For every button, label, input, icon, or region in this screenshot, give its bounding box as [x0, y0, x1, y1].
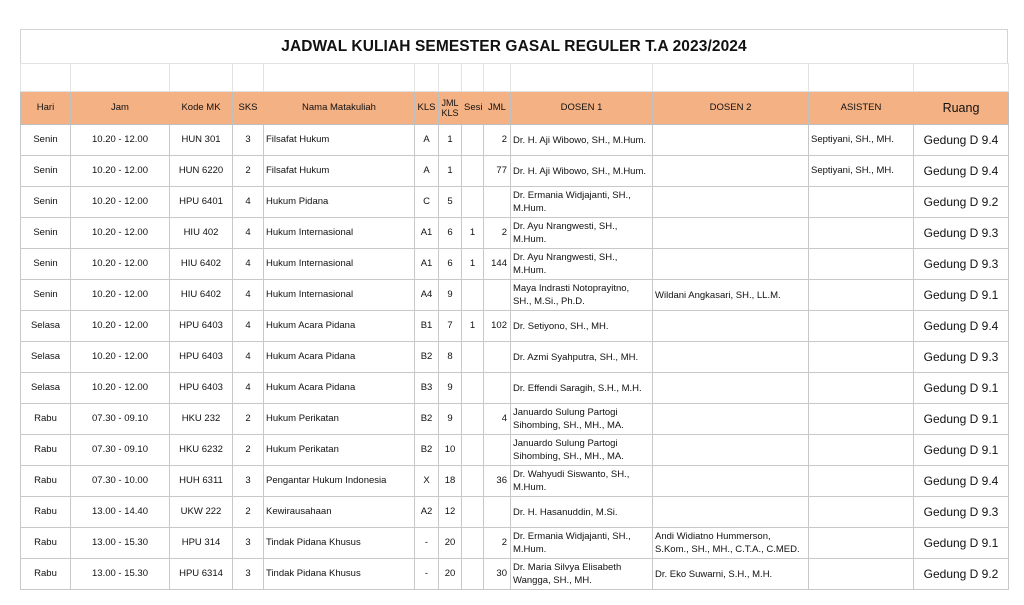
cell-dosen1: Dr. Effendi Saragih, S.H., M.H. — [511, 373, 653, 404]
table-row — [21, 497, 1009, 528]
cell-ruang: Gedung D 9.2 — [914, 559, 1009, 590]
cell-nama: Filsafat Hukum — [264, 125, 415, 156]
cell-sesi — [462, 187, 484, 218]
cell-dosen1: Januardo Sulung Partogi Sihombing, SH., MH., MA. — [511, 435, 653, 466]
cell-kode: HUN 6220 — [170, 156, 233, 187]
cell-hari: Senin — [21, 249, 71, 280]
cell-nama: Tindak Pidana Khusus — [264, 559, 415, 590]
cell-kode: HPU 6403 — [170, 311, 233, 342]
cell-dosen1: Dr. Wahyudi Siswanto, SH., M.Hum. — [511, 466, 653, 497]
col-header-hari: Hari — [21, 92, 71, 125]
cell-asisten — [809, 342, 914, 373]
table-row — [21, 466, 1009, 497]
cell-nama: Kewirausahaan — [264, 497, 415, 528]
cell-jml: 30 — [484, 559, 511, 590]
cell-kls: B2 — [415, 435, 439, 466]
cell-jml-kls: 18 — [439, 466, 462, 497]
cell-nama: Hukum Internasional — [264, 280, 415, 311]
cell-jml-kls: 8 — [439, 342, 462, 373]
cell-nama: Hukum Perikatan — [264, 404, 415, 435]
cell-kode: HIU 6402 — [170, 280, 233, 311]
cell-ruang: Gedung D 9.3 — [914, 218, 1009, 249]
col-header-ruang: Ruang — [914, 92, 1009, 125]
table-row — [21, 404, 1009, 435]
cell-asisten — [809, 435, 914, 466]
col-header-sks: SKS — [233, 92, 264, 125]
cell-sks: 4 — [233, 218, 264, 249]
col-header-kls: KLS — [415, 92, 439, 125]
cell-jam: 10.20 - 12.00 — [71, 125, 170, 156]
table-row — [21, 373, 1009, 404]
cell-asisten — [809, 311, 914, 342]
schedule-sheet — [20, 29, 1008, 590]
col-header-jml-kls-label: JML KLS — [441, 98, 459, 118]
cell-dosen2 — [653, 125, 809, 156]
cell-ruang: Gedung D 9.4 — [914, 311, 1009, 342]
cell-sks: 3 — [233, 466, 264, 497]
cell-sesi — [462, 466, 484, 497]
cell-dosen2 — [653, 404, 809, 435]
cell-kls: A — [415, 156, 439, 187]
cell-jam: 10.20 - 12.00 — [71, 373, 170, 404]
cell-kode: HIU 6402 — [170, 249, 233, 280]
cell-kode: HUH 6311 — [170, 466, 233, 497]
cell-jam: 07.30 - 10.00 — [71, 466, 170, 497]
cell-dosen2 — [653, 249, 809, 280]
cell-jam: 10.20 - 12.00 — [71, 342, 170, 373]
cell-hari: Rabu — [21, 528, 71, 559]
table-row — [21, 280, 1009, 311]
col-header-dosen2: DOSEN 2 — [653, 92, 809, 125]
col-header-jml-kls — [439, 92, 462, 125]
cell-jml: 36 — [484, 466, 511, 497]
table-row — [21, 249, 1009, 280]
table-row — [21, 435, 1009, 466]
cell-jml — [484, 187, 511, 218]
cell-hari: Senin — [21, 156, 71, 187]
cell-kode: HPU 6403 — [170, 373, 233, 404]
cell-asisten — [809, 404, 914, 435]
cell-sesi: 1 — [462, 218, 484, 249]
cell-dosen2 — [653, 187, 809, 218]
cell-jml-kls: 9 — [439, 373, 462, 404]
cell-jml: 4 — [484, 404, 511, 435]
cell-kode: HUN 301 — [170, 125, 233, 156]
cell-hari: Selasa — [21, 311, 71, 342]
cell-ruang: Gedung D 9.3 — [914, 249, 1009, 280]
cell-jml: 144 — [484, 249, 511, 280]
cell-dosen2 — [653, 342, 809, 373]
cell-jml: 102 — [484, 311, 511, 342]
cell-sks: 4 — [233, 187, 264, 218]
cell-kls: B2 — [415, 342, 439, 373]
cell-asisten — [809, 187, 914, 218]
cell-dosen1: Maya Indrasti Notoprayitno, SH., M.Si., Ph.D. — [511, 280, 653, 311]
cell-kode: HKU 232 — [170, 404, 233, 435]
cell-dosen2 — [653, 435, 809, 466]
cell-kode: HPU 314 — [170, 528, 233, 559]
cell-nama: Hukum Internasional — [264, 249, 415, 280]
cell-jml — [484, 373, 511, 404]
cell-jml-kls: 7 — [439, 311, 462, 342]
col-header-dosen1: DOSEN 1 — [511, 92, 653, 125]
cell-asisten — [809, 466, 914, 497]
cell-jml-kls: 20 — [439, 528, 462, 559]
cell-hari: Rabu — [21, 497, 71, 528]
table-row — [21, 342, 1009, 373]
cell-jml-kls: 12 — [439, 497, 462, 528]
cell-hari: Senin — [21, 125, 71, 156]
cell-jml-kls: 10 — [439, 435, 462, 466]
cell-ruang: Gedung D 9.1 — [914, 404, 1009, 435]
cell-ruang: Gedung D 9.1 — [914, 528, 1009, 559]
col-header-kode: Kode MK — [170, 92, 233, 125]
cell-dosen1: Dr. Ermania Widjajanti, SH., M.Hum. — [511, 528, 653, 559]
cell-kode: UKW 222 — [170, 497, 233, 528]
cell-ruang: Gedung D 9.1 — [914, 373, 1009, 404]
cell-hari: Selasa — [21, 373, 71, 404]
cell-dosen1: Dr. Setiyono, SH., MH. — [511, 311, 653, 342]
cell-jml: 2 — [484, 125, 511, 156]
cell-asisten: Septiyani, SH., MH. — [809, 125, 914, 156]
cell-sks: 2 — [233, 435, 264, 466]
cell-nama: Hukum Acara Pidana — [264, 311, 415, 342]
cell-sks: 4 — [233, 373, 264, 404]
cell-jml — [484, 342, 511, 373]
cell-sesi — [462, 528, 484, 559]
cell-kls: C — [415, 187, 439, 218]
cell-dosen2: Andi Widiatno Hummerson, S.Kom., SH., MH., C.T.A., C.MED. — [653, 528, 809, 559]
cell-kls: A4 — [415, 280, 439, 311]
cell-kls: B3 — [415, 373, 439, 404]
page-title: JADWAL KULIAH SEMESTER GASAL REGULER T.A 2023/2024 — [281, 37, 747, 55]
col-header-jml: JML — [484, 92, 511, 125]
cell-dosen2 — [653, 466, 809, 497]
cell-jml: 2 — [484, 528, 511, 559]
schedule-table — [20, 63, 1009, 590]
table-row — [21, 559, 1009, 590]
cell-sesi: 1 — [462, 249, 484, 280]
table-row — [21, 311, 1009, 342]
cell-kode: HPU 6403 — [170, 342, 233, 373]
cell-dosen2 — [653, 373, 809, 404]
cell-dosen2 — [653, 218, 809, 249]
cell-nama: Filsafat Hukum — [264, 156, 415, 187]
cell-sks: 3 — [233, 528, 264, 559]
cell-jml-kls: 20 — [439, 559, 462, 590]
cell-jam: 13.00 - 15.30 — [71, 559, 170, 590]
cell-sks: 4 — [233, 249, 264, 280]
cell-kls: - — [415, 559, 439, 590]
cell-sesi — [462, 342, 484, 373]
col-header-jam: Jam — [71, 92, 170, 125]
cell-kls: A1 — [415, 218, 439, 249]
cell-sesi — [462, 404, 484, 435]
cell-sesi — [462, 125, 484, 156]
cell-jml-kls: 9 — [439, 280, 462, 311]
col-header-nama: Nama Matakuliah — [264, 92, 415, 125]
cell-hari: Selasa — [21, 342, 71, 373]
cell-kode: HKU 6232 — [170, 435, 233, 466]
cell-jml-kls: 9 — [439, 404, 462, 435]
cell-dosen1: Dr. Ayu Nrangwesti, SH., M.Hum. — [511, 218, 653, 249]
cell-dosen1: Dr. H. Aji Wibowo, SH., M.Hum. — [511, 125, 653, 156]
blank-row — [21, 64, 1009, 92]
cell-dosen1: Dr. Ermania Widjajanti, SH., M.Hum. — [511, 187, 653, 218]
table-row — [21, 528, 1009, 559]
cell-dosen1: Dr. Maria Silvya Elisabeth Wangga, SH., MH. — [511, 559, 653, 590]
cell-ruang: Gedung D 9.3 — [914, 342, 1009, 373]
cell-dosen2 — [653, 156, 809, 187]
cell-asisten — [809, 373, 914, 404]
cell-sks: 4 — [233, 342, 264, 373]
header-row — [21, 92, 1009, 125]
cell-dosen2: Wildani Angkasari, SH., LL.M. — [653, 280, 809, 311]
cell-sks: 2 — [233, 156, 264, 187]
cell-kode: HIU 402 — [170, 218, 233, 249]
table-row — [21, 187, 1009, 218]
cell-dosen1: Dr. H. Aji Wibowo, SH., M.Hum. — [511, 156, 653, 187]
cell-sesi — [462, 497, 484, 528]
cell-hari: Senin — [21, 218, 71, 249]
cell-ruang: Gedung D 9.4 — [914, 466, 1009, 497]
col-header-sesi: Sesi — [462, 92, 484, 125]
cell-kode: HPU 6314 — [170, 559, 233, 590]
cell-sesi: 1 — [462, 311, 484, 342]
cell-sesi — [462, 559, 484, 590]
cell-nama: Hukum Acara Pidana — [264, 373, 415, 404]
cell-ruang: Gedung D 9.4 — [914, 156, 1009, 187]
cell-jml-kls: 6 — [439, 218, 462, 249]
cell-sks: 2 — [233, 404, 264, 435]
cell-jam: 13.00 - 14.40 — [71, 497, 170, 528]
table-row — [21, 156, 1009, 187]
cell-kls: A — [415, 125, 439, 156]
cell-nama: Hukum Perikatan — [264, 435, 415, 466]
cell-sesi — [462, 373, 484, 404]
cell-hari: Senin — [21, 187, 71, 218]
cell-ruang: Gedung D 9.1 — [914, 280, 1009, 311]
cell-kls: B2 — [415, 404, 439, 435]
cell-hari: Senin — [21, 280, 71, 311]
table-row — [21, 125, 1009, 156]
cell-ruang: Gedung D 9.1 — [914, 435, 1009, 466]
cell-asisten — [809, 218, 914, 249]
cell-jml — [484, 497, 511, 528]
cell-kls: A2 — [415, 497, 439, 528]
cell-sks: 4 — [233, 311, 264, 342]
cell-dosen1: Dr. H. Hasanuddin, M.Si. — [511, 497, 653, 528]
cell-nama: Hukum Pidana — [264, 187, 415, 218]
cell-dosen1: Dr. Ayu Nrangwesti, SH., M.Hum. — [511, 249, 653, 280]
title-row — [20, 29, 1008, 63]
cell-dosen2: Dr. Eko Suwarni, S.H., M.H. — [653, 559, 809, 590]
cell-jml-kls: 6 — [439, 249, 462, 280]
cell-hari: Rabu — [21, 559, 71, 590]
cell-jml-kls: 1 — [439, 125, 462, 156]
cell-jml-kls: 1 — [439, 156, 462, 187]
cell-asisten — [809, 249, 914, 280]
cell-ruang: Gedung D 9.2 — [914, 187, 1009, 218]
cell-dosen2 — [653, 311, 809, 342]
cell-ruang: Gedung D 9.4 — [914, 125, 1009, 156]
cell-jam: 10.20 - 12.00 — [71, 218, 170, 249]
cell-jml — [484, 435, 511, 466]
cell-sks: 3 — [233, 559, 264, 590]
cell-sesi — [462, 156, 484, 187]
cell-sks: 4 — [233, 280, 264, 311]
cell-kls: A1 — [415, 249, 439, 280]
table-row — [21, 218, 1009, 249]
cell-asisten — [809, 559, 914, 590]
cell-jml-kls: 5 — [439, 187, 462, 218]
cell-asisten — [809, 528, 914, 559]
cell-nama: Pengantar Hukum Indonesia — [264, 466, 415, 497]
cell-nama: Tindak Pidana Khusus — [264, 528, 415, 559]
cell-jml — [484, 280, 511, 311]
cell-jml: 2 — [484, 218, 511, 249]
cell-kls: B1 — [415, 311, 439, 342]
col-header-asisten: ASISTEN — [809, 92, 914, 125]
cell-nama: Hukum Acara Pidana — [264, 342, 415, 373]
cell-nama: Hukum Internasional — [264, 218, 415, 249]
cell-jam: 10.20 - 12.00 — [71, 280, 170, 311]
cell-sks: 3 — [233, 125, 264, 156]
cell-sesi — [462, 435, 484, 466]
cell-jam: 07.30 - 09.10 — [71, 404, 170, 435]
cell-hari: Rabu — [21, 466, 71, 497]
cell-dosen2 — [653, 497, 809, 528]
cell-dosen1: Januardo Sulung Partogi Sihombing, SH., MH., MA. — [511, 404, 653, 435]
cell-sks: 2 — [233, 497, 264, 528]
cell-asisten: Septiyani, SH., MH. — [809, 156, 914, 187]
cell-hari: Rabu — [21, 404, 71, 435]
cell-jml: 77 — [484, 156, 511, 187]
cell-kls: - — [415, 528, 439, 559]
cell-jam: 10.20 - 12.00 — [71, 311, 170, 342]
cell-jam: 10.20 - 12.00 — [71, 187, 170, 218]
cell-jam: 07.30 - 09.10 — [71, 435, 170, 466]
cell-hari: Rabu — [21, 435, 71, 466]
cell-ruang: Gedung D 9.3 — [914, 497, 1009, 528]
cell-jam: 10.20 - 12.00 — [71, 249, 170, 280]
cell-asisten — [809, 280, 914, 311]
cell-dosen1: Dr. Azmi Syahputra, SH., MH. — [511, 342, 653, 373]
cell-asisten — [809, 497, 914, 528]
cell-jam: 10.20 - 12.00 — [71, 156, 170, 187]
cell-kls: X — [415, 466, 439, 497]
cell-kode: HPU 6401 — [170, 187, 233, 218]
cell-jam: 13.00 - 15.30 — [71, 528, 170, 559]
cell-sesi — [462, 280, 484, 311]
